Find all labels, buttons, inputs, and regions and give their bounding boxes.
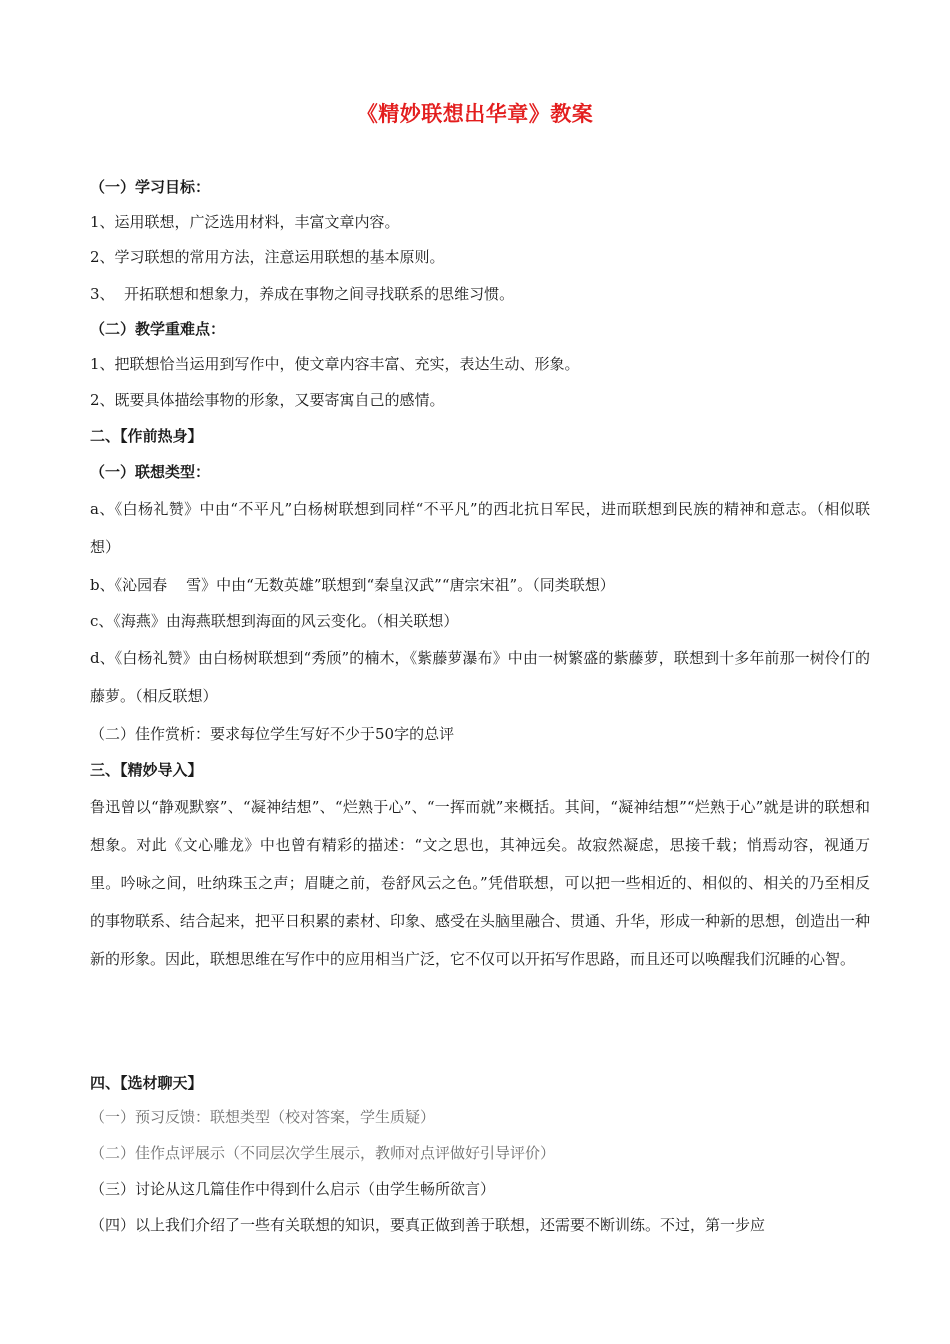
key-point-item-1: 1、把联想恰当运用到写作中，使文章内容丰富、充实，表达生动、形象。 [90, 355, 580, 373]
learning-goals-heading: （一）学习目标： [90, 178, 211, 196]
association-item-b: b、《沁园春 雪》中由“无数英雄”联想到“秦皇汉武”“唐宗宋祖”。（同类联想） [90, 576, 615, 594]
key-point-item-2: 2、既要具体描绘事物的形象，又要寄寓自己的感情。 [90, 391, 445, 409]
intro-heading: 三、【精妙导入】 [90, 761, 203, 779]
chat-item-3: （三）讨论从这几篇佳作中得到什么启示（由学生畅所欲言） [90, 1180, 496, 1198]
chat-item-2: （二）佳作点评展示（不同层次学生展示，教师对点评做好引导评价） [90, 1144, 556, 1162]
chat-item-4: （四）以上我们介绍了一些有关联想的知识，要真正做到善于联想，还需要不断训练。不过，第一步应 [90, 1216, 766, 1234]
association-types-heading: （一）联想类型： [90, 463, 211, 481]
warmup-heading: 二、【作前热身】 [90, 427, 203, 445]
goal-item-2: 2、学习联想的常用方法，注意运用联想的基本原则。 [90, 248, 445, 266]
key-points-heading: （二）教学重难点： [90, 320, 226, 338]
association-item-a: a、《白杨礼赞》中由“不平凡”白杨树联想到同样“不平凡”的西北抗日军民，进而联想到民族的精神和意志。（相似联想） [90, 500, 870, 556]
association-item-c: c、《海燕》由海燕联想到海面的风云变化。（相关联想） [90, 612, 459, 630]
intro-paragraph: 鲁迅曾以“静观默察”、“凝神结想”、“烂熟于心”、“一挥而就”来概括。其间，“凝神结想”“烂熟于心”就是讲的联想和想象。对此《文心雕龙》中也曾有精彩的描述：“文之思也，其神远矣。故寂然凝虑，思接千载；悄焉动容，视通万里。吟咏之间，吐纳珠玉之声；眉睫之前，卷舒风云之色。”凭借联想，可以把一些相近的、相似的、相关的乃至相反的事物联系、结合起来，把平日积累的素材、印象、感受在头脑里融合、贯通、升华，形成一种新的思想，创造出一种新的形象。因此，联想思维在写作中的应用相当广泛，它不仅可以开拓写作思路，而且还可以唤醒我们沉睡的心智。 [90, 798, 871, 968]
document-title: 《精妙联想出华章》教案 [356, 101, 594, 126]
goal-item-1: 1、运用联想，广泛选用材料，丰富文章内容。 [90, 213, 400, 231]
goal-item-3: 3、 开拓联想和想象力，养成在事物之间寻找联系的思维习惯。 [90, 285, 515, 303]
association-item-d: d、《白杨礼赞》由白杨树联想到“秀颀”的楠木，《紫藤萝瀑布》中由一树繁盛的紫藤萝，联想到十多年前那一树伶仃的藤萝。（相反联想） [90, 649, 870, 705]
appreciation-line: （二）佳作赏析：要求每位学生写好不少于50字的总评 [90, 725, 455, 743]
chat-item-1: （一）预习反馈：联想类型（校对答案，学生质疑） [90, 1108, 436, 1126]
material-chat-heading: 四、【选材聊天】 [90, 1074, 203, 1092]
